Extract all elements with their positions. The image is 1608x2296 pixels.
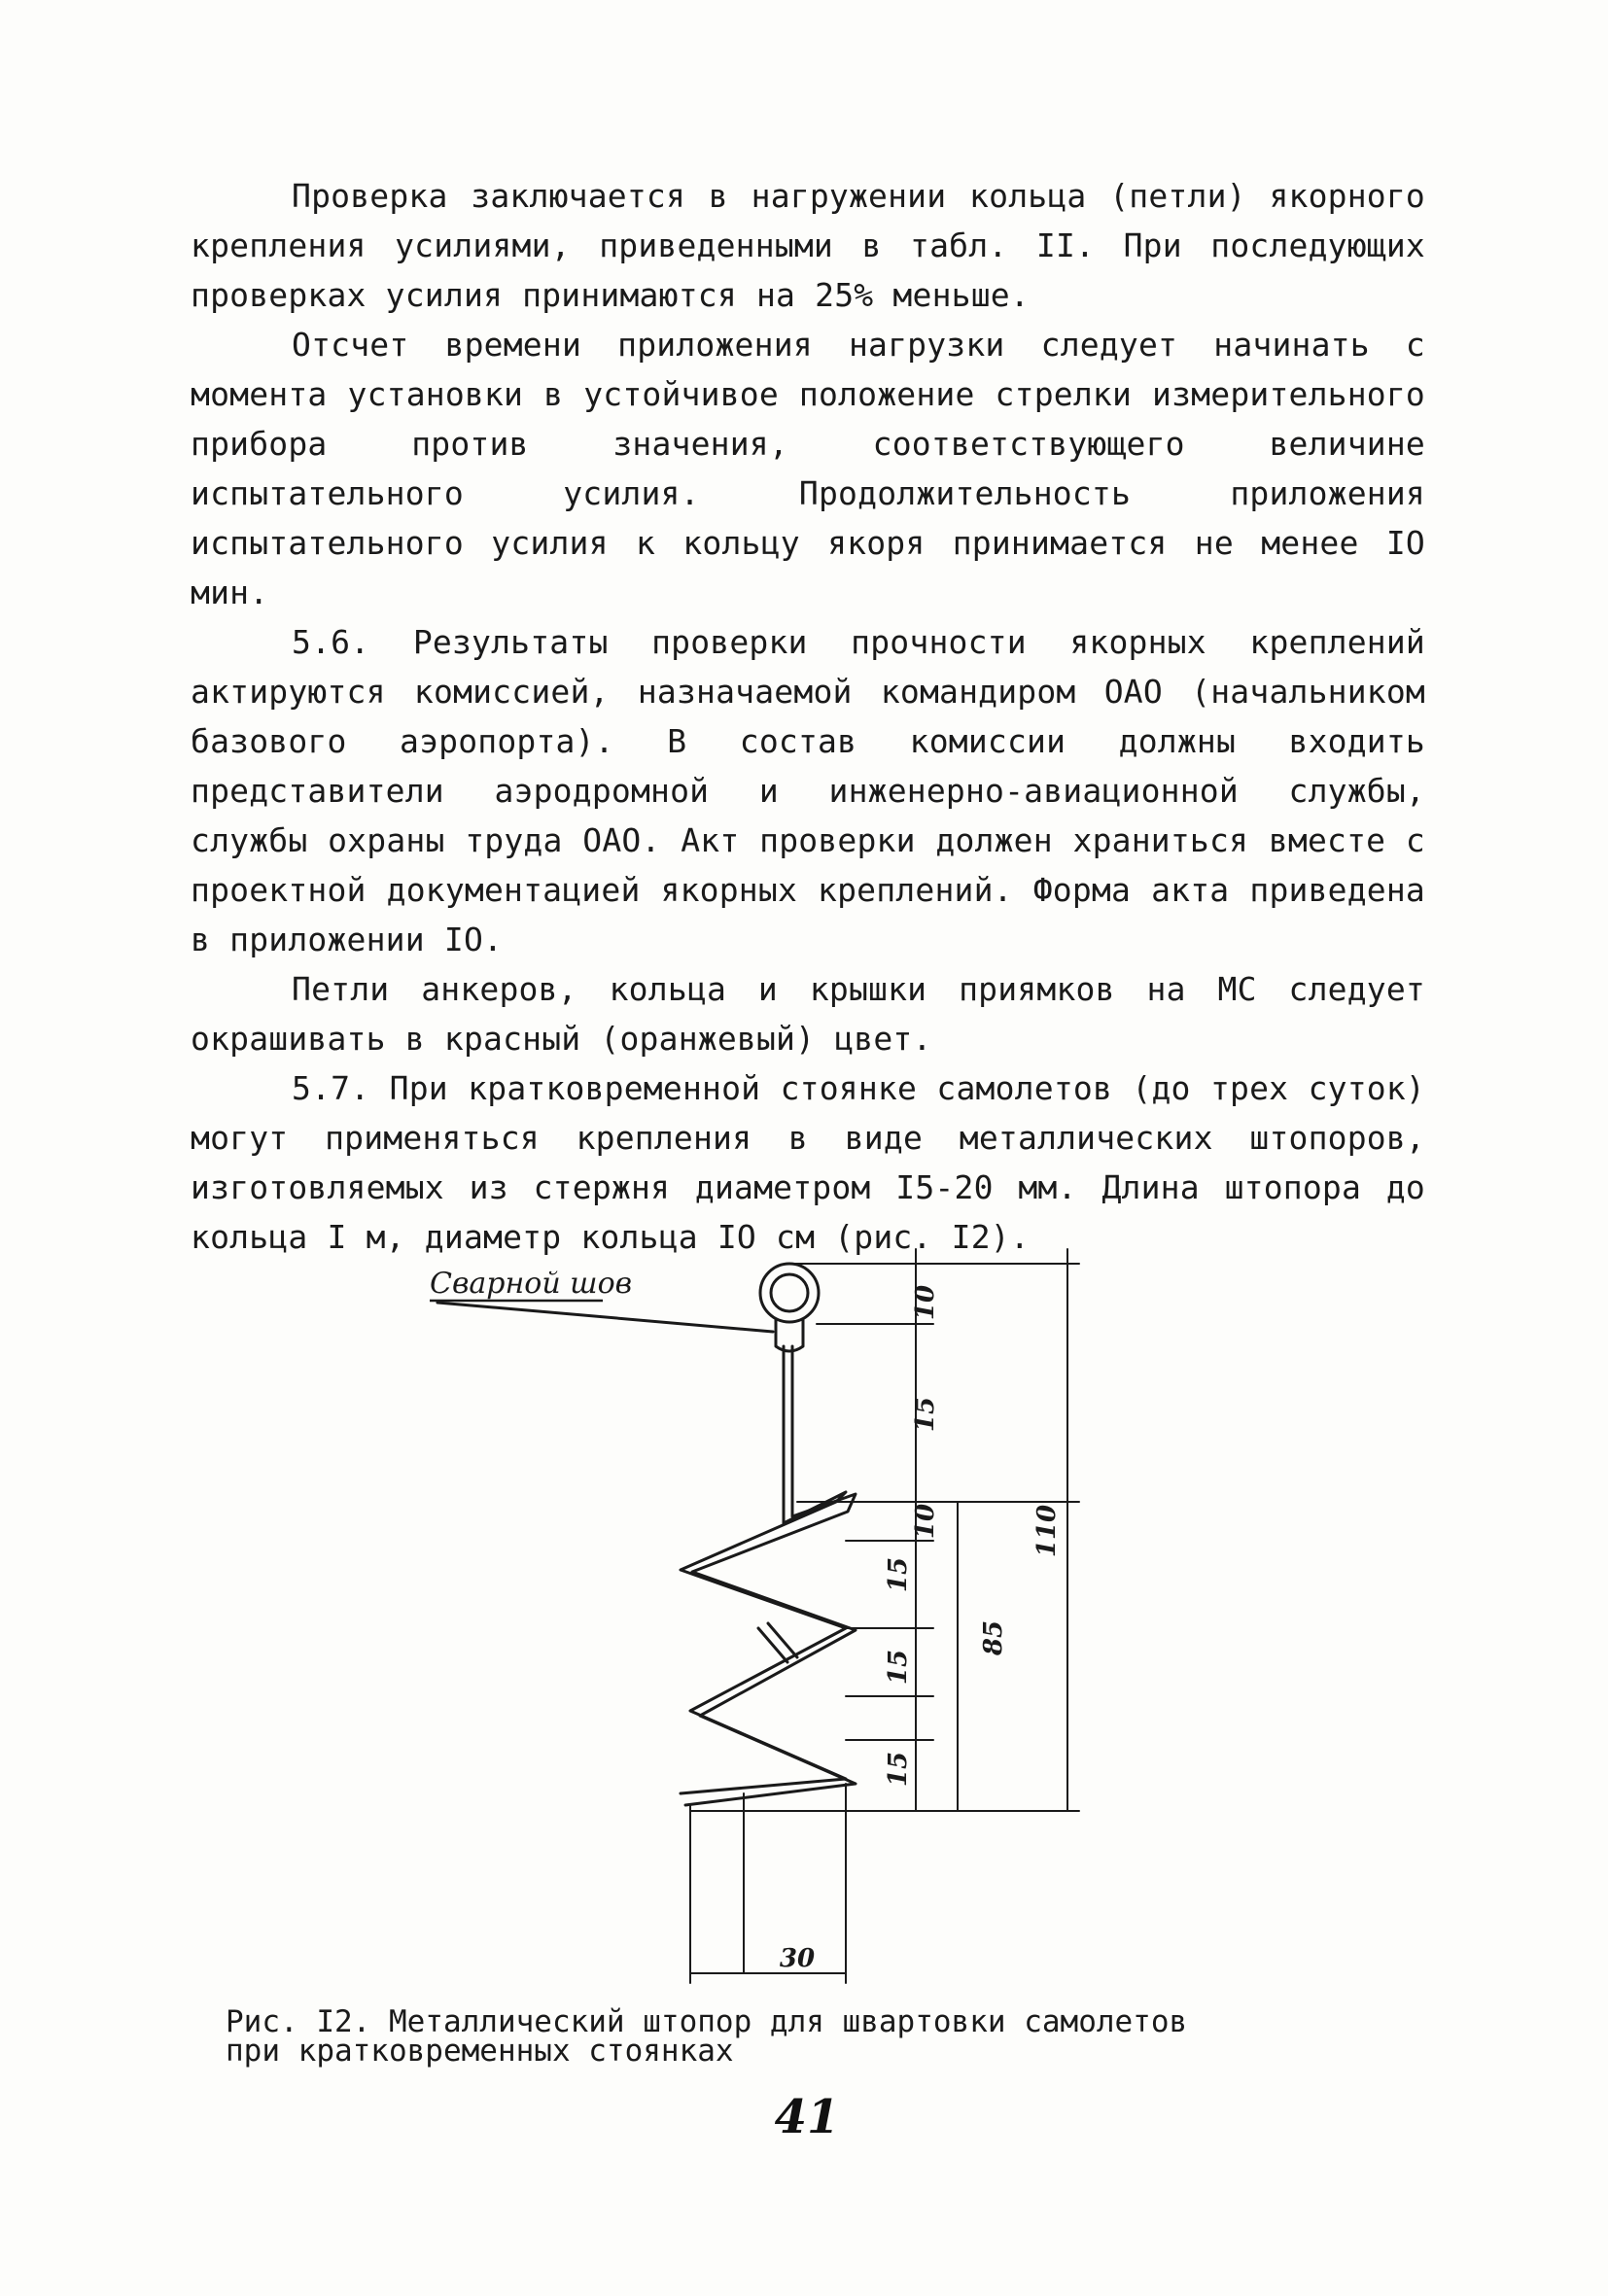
- coil-outline-1: [681, 1492, 846, 1793]
- weld-label: Сварной шов: [430, 1267, 633, 1301]
- weld-leader-line: [437, 1303, 773, 1332]
- dim-pitch-3-label: 15: [884, 1649, 913, 1686]
- caption-line-2: при кратковременных стоянках: [226, 2034, 734, 2069]
- coil-break-mark-1: [758, 1628, 787, 1662]
- dim-pitch-1-label: 10: [911, 1503, 940, 1540]
- coil-break-mark-2: [768, 1623, 797, 1657]
- dim-coil-length-label: 85: [979, 1619, 1008, 1656]
- ring-outer: [760, 1264, 819, 1322]
- paragraph-5-6: 5.6. Результаты проверки прочности якорных креплений актируются комиссией, назначаемой командиром ОАО (начальником базового аэропорта). В состав комиссии должны входить представители аэродромной и инженерно-авиационной службы, службы охраны труда ОАО. Акт проверки должен храниться вместе с проектной документацией якорных креплений. Форма акта приведена в приложении IO.: [191, 623, 1425, 958]
- corkscrew-figure: [408, 1210, 1108, 1988]
- corkscrew-drawing: [408, 1210, 1108, 1988]
- dim-pitch-4-label: 15: [884, 1751, 913, 1788]
- caption-line-1: Рис. I2. Металлический штопор для швартовки самолетов: [226, 2004, 1188, 2039]
- weld-seam: [776, 1319, 803, 1351]
- ring-inner: [771, 1274, 808, 1311]
- dim-total-label: 110: [1032, 1504, 1062, 1558]
- dim-shank-label: 15: [911, 1396, 940, 1433]
- dim-width-label: 30: [779, 1944, 816, 1973]
- dim-ring-label: 10: [911, 1284, 940, 1321]
- figure-caption: [226, 2004, 1392, 2069]
- body-text: [191, 171, 1425, 1262]
- dim-pitch-2-label: 15: [884, 1556, 913, 1593]
- paragraph-load-timing: Отсчет времени приложения нагрузки следует начинать с момента установки в устойчивое положение стрелки измерительного прибора против значения, соответствующего величине испытательного усилия. Продолжительность приложения испытательного усилия к кольцу якоря принимается не менее IO мин.: [191, 326, 1425, 611]
- coil-outline-2: [685, 1494, 856, 1805]
- paragraph-5-7: 5.7. При кратковременной стоянке самолетов (до трех суток) могут применяться крепления в виде металлических штопоров, изготовляемых из стержня диаметром I5-20 мм. Длина штопора до кольца I м, диаметр кольца IO см (рис. I2).: [191, 1069, 1425, 1256]
- paragraph-load-test: Проверка заключается в нагружении кольца (петли) якорного крепления усилиями, приведенными в табл. II. При последующих проверках усилия принимаются на 25% меньше.: [191, 177, 1425, 314]
- paragraph-painting: Петли анкеров, кольца и крышки приямков на МС следует окрашивать в красный (оранжевый) цвет.: [191, 970, 1425, 1058]
- page-number: 41: [774, 2090, 840, 2144]
